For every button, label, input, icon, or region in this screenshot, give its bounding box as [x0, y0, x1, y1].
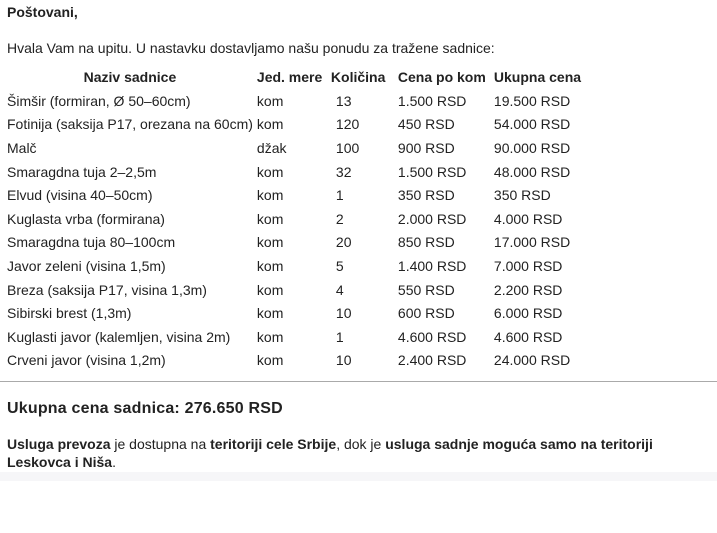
cell-unit: kom [256, 163, 284, 180]
cell-price: 2.400 RSD [397, 352, 467, 369]
cell-qty: 2 [335, 210, 344, 227]
greeting: Poštovani, [7, 4, 78, 20]
cell-price: 350 RSD [397, 187, 455, 204]
table-row [5, 113, 596, 137]
cell-unit: kom [256, 257, 284, 274]
header-name: Naziv sadnice [83, 69, 177, 85]
cell-price: 850 RSD [397, 234, 455, 251]
cell-qty: 1 [335, 187, 344, 204]
cell-total: 17.000 RSD [493, 234, 571, 251]
cell-name: Javor zeleni (visina 1,5m) [7, 257, 166, 274]
cell-unit: kom [256, 281, 284, 298]
cell-name: Smaragdna tuja 80–100cm [7, 234, 176, 251]
cell-total: 350 RSD [493, 187, 551, 204]
table-row [5, 325, 596, 349]
cell-price: 600 RSD [397, 305, 455, 322]
note-text: je dostupna na [110, 436, 211, 453]
cell-unit: kom [256, 187, 284, 204]
cell-unit: kom [256, 328, 284, 345]
table-row [5, 349, 596, 373]
cell-name: Šimšir (formiran, Ø 50–60cm) [7, 92, 191, 109]
cell-name: Smaragdna tuja 2–2,5m [7, 163, 157, 180]
divider [0, 381, 717, 382]
cell-qty: 4 [335, 281, 344, 298]
cell-total: 4.600 RSD [493, 328, 563, 345]
total-price-heading: Ukupna cena sadnica: 276.650 RSD [7, 400, 283, 418]
intro-text: Hvala Vam na upitu. U nastavku dostavljamo našu ponudu za tražene sadnice: [7, 40, 495, 56]
note-bold-territory: teritoriji cele Srbije [210, 436, 337, 453]
cell-name: Crveni javor (visina 1,2m) [7, 352, 166, 369]
cell-price: 1.500 RSD [397, 163, 467, 180]
cell-price: 4.600 RSD [397, 328, 467, 345]
header-price: Cena po kom [397, 69, 486, 85]
cell-qty: 10 [335, 352, 352, 369]
table-row [5, 207, 596, 231]
cell-total: 7.000 RSD [493, 257, 563, 274]
cell-price: 900 RSD [397, 139, 455, 156]
cell-qty: 5 [335, 257, 344, 274]
cell-name: Sibirski brest (1,3m) [7, 305, 132, 322]
cell-total: 54.000 RSD [493, 116, 571, 133]
cell-unit: kom [256, 352, 284, 369]
cell-qty: 32 [335, 163, 352, 180]
cell-name: Kuglasti javor (kalemljen, visina 2m) [7, 328, 231, 345]
table-row [5, 183, 596, 207]
note-text: . [112, 454, 116, 471]
cell-price: 2.000 RSD [397, 210, 467, 227]
cell-qty: 100 [335, 139, 360, 156]
cell-name: Elvud (visina 40–50cm) [7, 187, 153, 204]
cell-unit: džak [256, 139, 287, 156]
cell-total: 90.000 RSD [493, 139, 571, 156]
cell-name: Malč [7, 139, 37, 156]
cell-name: Fotinija (saksija P17, orezana na 60cm) [7, 116, 253, 133]
table-header-row [5, 65, 596, 89]
cell-price: 1.400 RSD [397, 257, 467, 274]
table-row [5, 89, 596, 113]
table-row [5, 301, 596, 325]
cell-total: 19.500 RSD [493, 92, 571, 109]
cell-qty: 20 [335, 234, 352, 251]
table-row [5, 278, 596, 302]
cell-unit: kom [256, 210, 284, 227]
cell-total: 24.000 RSD [493, 352, 571, 369]
cell-total: 6.000 RSD [493, 305, 563, 322]
note-bold-planting: usluga sadnje moguća samo na teritoriji Leskovca i Niša [7, 436, 653, 471]
cell-total: 2.200 RSD [493, 281, 563, 298]
cell-total: 4.000 RSD [493, 210, 563, 227]
cell-total: 48.000 RSD [493, 163, 571, 180]
offer-table [5, 65, 596, 372]
cell-qty: 13 [335, 92, 352, 109]
bottom-strip [0, 472, 717, 481]
cell-price: 450 RSD [397, 116, 455, 133]
cell-unit: kom [256, 305, 284, 322]
table-row [5, 136, 596, 160]
cell-unit: kom [256, 116, 284, 133]
header-unit: Jed. mere [256, 69, 323, 85]
header-total: Ukupna cena [493, 69, 582, 85]
table-body [5, 89, 596, 372]
cell-name: Breza (saksija P17, visina 1,3m) [7, 281, 207, 298]
note-bold-transport: Usluga prevoza [7, 436, 111, 453]
note-text: , dok je [336, 436, 386, 453]
table-row [5, 254, 596, 278]
cell-unit: kom [256, 234, 284, 251]
table-row [5, 160, 596, 184]
cell-qty: 1 [335, 328, 344, 345]
header-qty: Količina [330, 69, 386, 85]
cell-price: 550 RSD [397, 281, 455, 298]
table-row [5, 231, 596, 255]
cell-unit: kom [256, 92, 284, 109]
cell-qty: 10 [335, 305, 352, 322]
cell-name: Kuglasta vrba (formirana) [7, 210, 165, 227]
cell-price: 1.500 RSD [397, 92, 467, 109]
cell-qty: 120 [335, 116, 360, 133]
